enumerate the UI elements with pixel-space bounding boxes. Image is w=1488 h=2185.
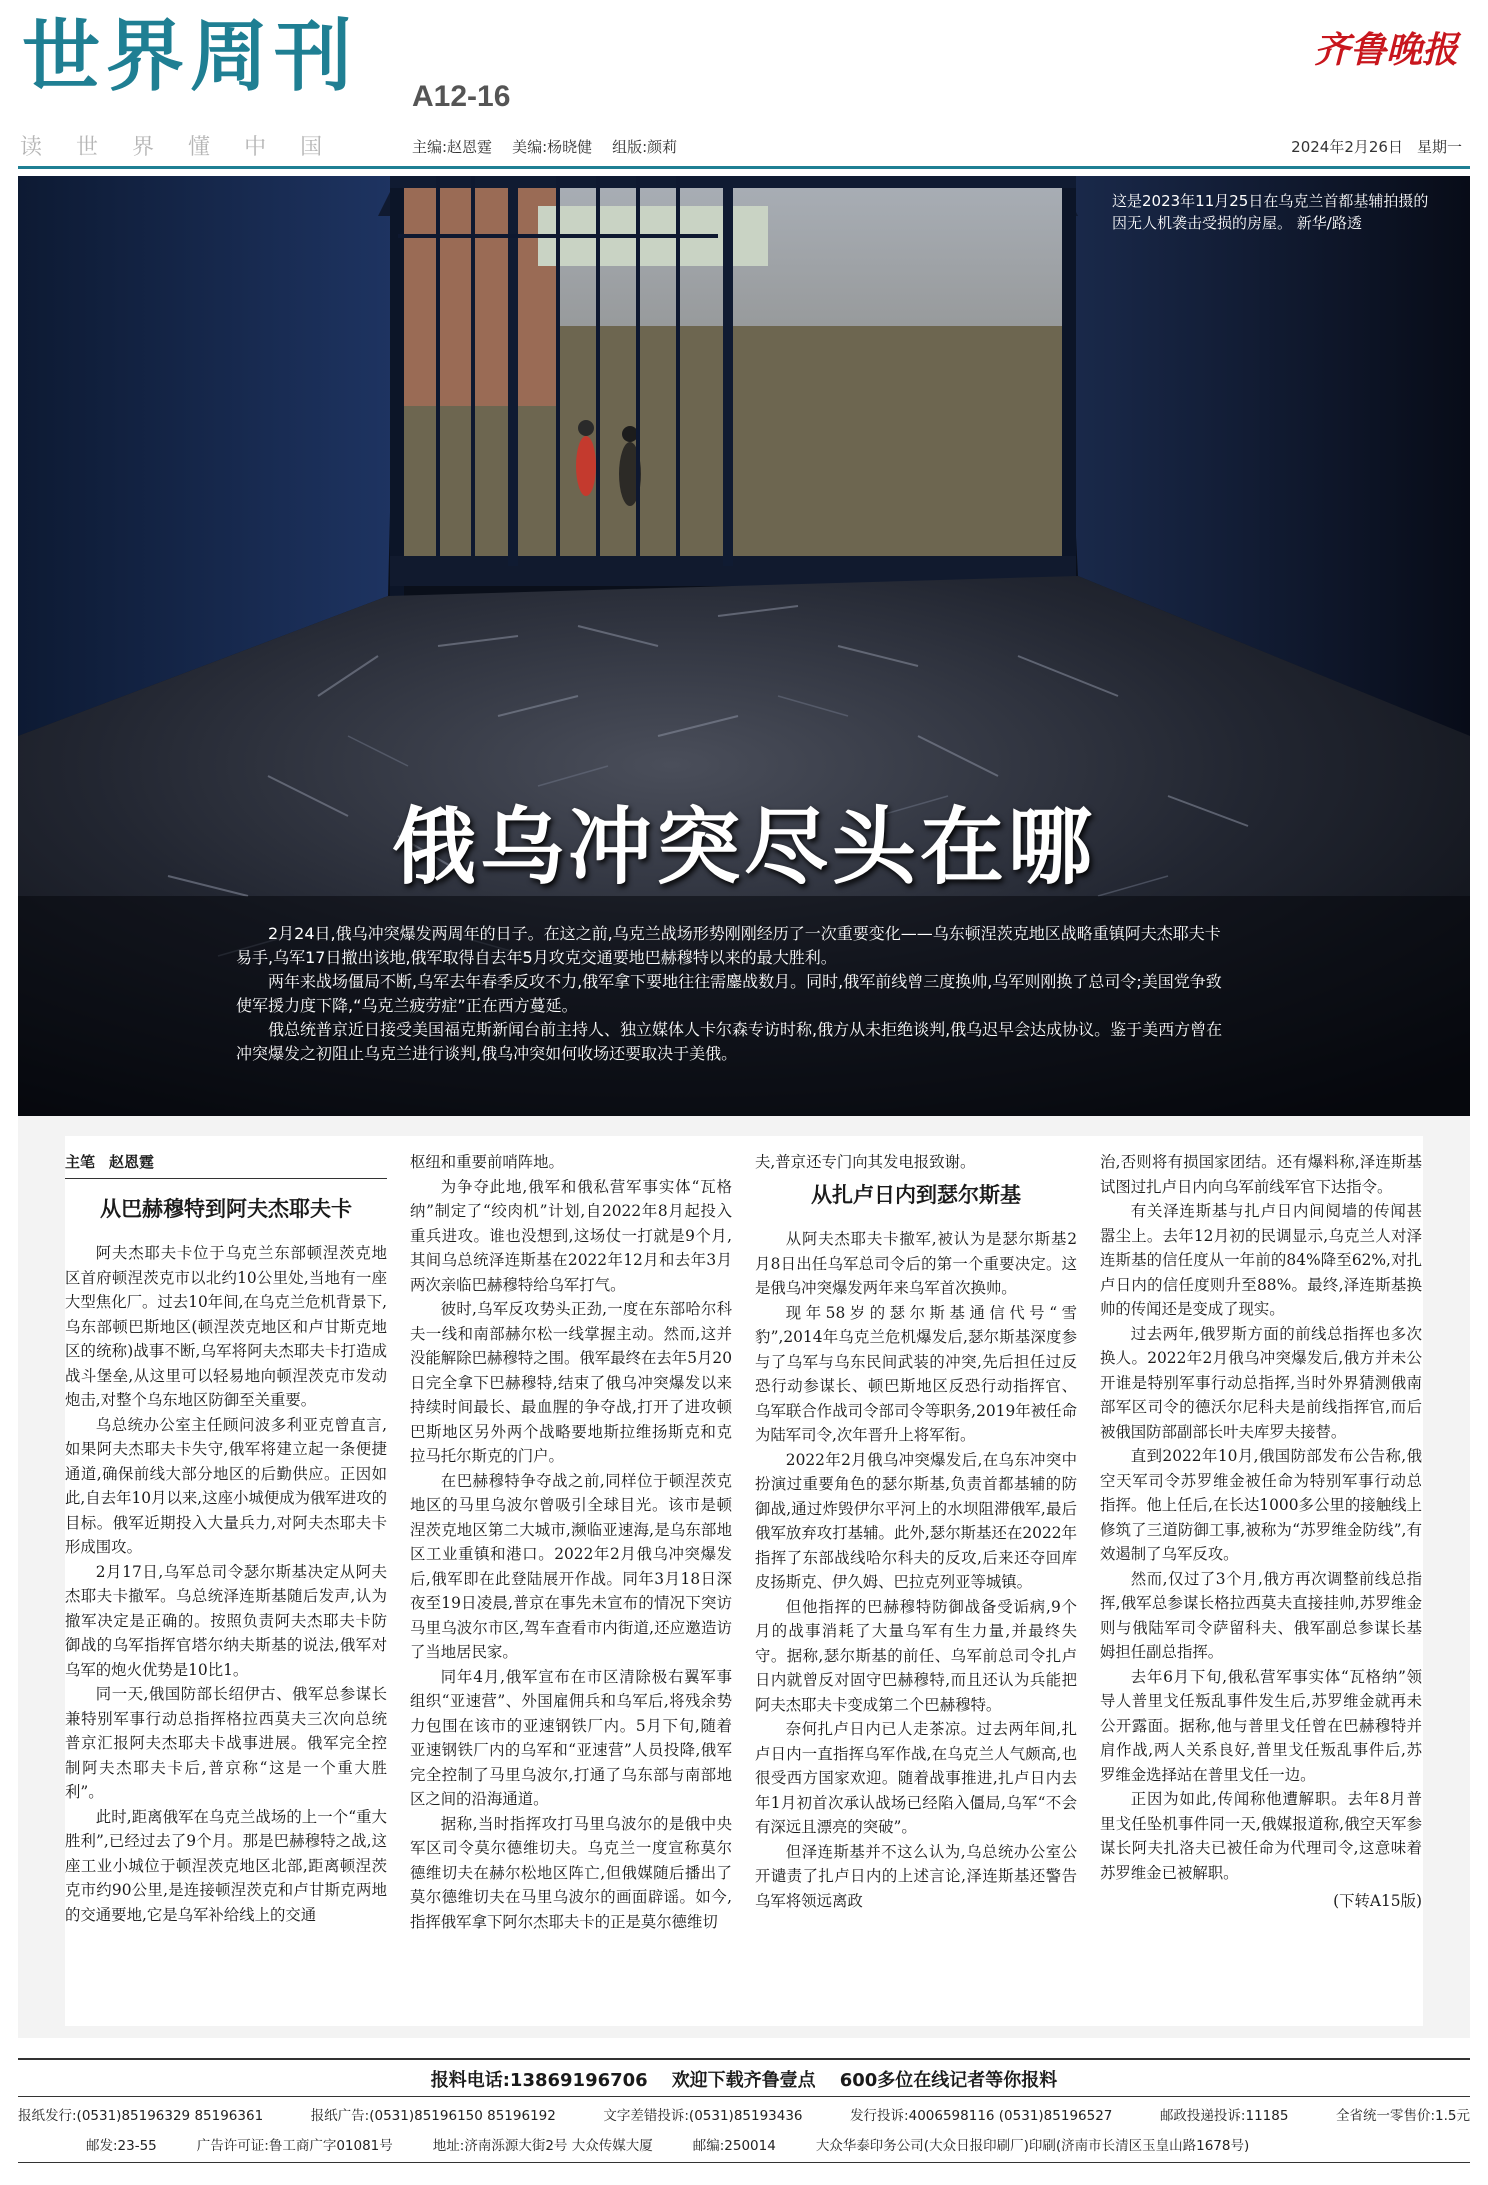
footer-item: 地址:济南泺源大街2号 大众传媒大厦 xyxy=(432,2138,653,2154)
issue-date xyxy=(1291,136,1462,157)
weekday-text: 星期一 xyxy=(1416,138,1462,156)
paragraph: 但泽连斯基并不这么认为,乌总统办公室公开谴责了扎卢日内的上述言论,泽连斯基还警告乌军将领远离政 xyxy=(755,1842,1077,1910)
paragraph: 为争夺此地,俄军和俄私营军事实体“瓦格纳”制定了“绞肉机”计划,自2022年8月起投入重兵进攻。谁也没想到,这场仗一打就是9个月,其间乌总统泽连斯基在2022年12月和去年3月两次亲临巴赫穆特给乌军打气。 xyxy=(410,1177,732,1294)
layout-editor: 组版:颜莉 xyxy=(612,138,678,156)
editor-credits xyxy=(412,136,677,157)
headline: 俄乌冲突尽头在哪 xyxy=(391,797,1096,896)
lead-paragraphs xyxy=(236,922,1236,1066)
footer-item: 文字差错投诉:(0531)85193436 xyxy=(603,2108,803,2124)
footer-item: 大众华泰印务公司(大众日报印刷厂)印刷(济南市长清区玉皇山路1678号) xyxy=(815,2138,1250,2154)
paragraph: 但他指挥的巴赫穆特防御战备受诟病,9个月的战事消耗了大量乌军有生力量,并最终失守。据称,瑟尔斯基的前任、乌军前总司令扎卢日内就曾反对固守巴赫穆特,而且还认为兵能把阿夫杰耶夫卡变成第二个巴赫穆特。 xyxy=(755,1597,1077,1714)
paragraph: 有关泽连斯基与扎卢日内间阋墙的传闻甚嚣尘上。去年12月初的民调显示,乌克兰人对泽连斯基的信任度从一年前的84%降至62%,对扎卢日内的信任度则升至88%。最终,泽连斯基换帅的传闻还是变成了现实。 xyxy=(1100,1202,1422,1318)
slogan-char: 中 xyxy=(244,135,267,160)
photo-caption: 这是2023年11月25日在乌克兰首都基辅拍摄的因无人机袭击受损的房屋。 新华/路透 xyxy=(1112,192,1429,232)
paragraph: 过去两年,俄罗斯方面的前线总指挥也多次换人。2022年2月俄乌冲突爆发后,俄方并未公开谁是特别军事行动总指挥,当时外界猜测俄南部军区司令的德沃尔尼科夫是前线指挥官,而后被俄国防部副部长叶夫库罗夫接替。 xyxy=(1100,1324,1422,1441)
footer-hotline xyxy=(18,2066,1470,2092)
page-footer xyxy=(18,2058,1470,2185)
masthead-divider xyxy=(18,166,1470,169)
footer-divider xyxy=(18,2058,1470,2060)
paragraph: 此时,距离俄军在乌克兰战场的上一个“重大胜利”,已经过去了9个月。那是巴赫穆特之战,这座工业小城位于顿涅茨克地区北部,距离顿涅茨克市约90公里,是连接顿涅茨克和卢甘斯克两地的交通要地,它是乌军补给线上的交通 xyxy=(65,1807,387,1924)
art-editor: 美编:杨晓健 xyxy=(512,138,593,156)
slogan-char: 读 xyxy=(20,135,43,160)
footer-contacts xyxy=(18,2104,1470,2124)
paragraph: 从阿夫杰耶夫卡撤军,被认为是瑟尔斯基2月8日出任乌军总司令后的第一个重要决定。这是俄乌冲突爆发两年来乌军首次换帅。 xyxy=(755,1230,1077,1297)
footer-item: 邮政投递投诉:11185 xyxy=(1159,2108,1289,2124)
paragraph: 正因为如此,传闻称他遭解职。去年8月普里戈任坠机事件同一天,俄媒报道称,俄空天军参谋长阿夫扎洛夫已被任命为代理司令,这意味着苏罗维金已被解职。 xyxy=(1100,1790,1422,1882)
slogan-char: 界 xyxy=(132,135,155,160)
paragraph: 枢纽和重要前哨阵地。 xyxy=(410,1153,564,1171)
paragraph: 阿夫杰耶夫卡位于乌克兰东部顿涅茨克地区首府顿涅茨克市以北约10公里处,当地有一座大型焦化厂。过去10年间,在乌克兰危机背景下,乌东部顿巴斯地区(顿涅茨克地区和卢甘斯克地区的统称)战事不断,乌军将阿夫杰耶夫卡打造成战斗堡垒,从这里可以轻易地向顿涅茨克市发动炮击,对整个乌东地区防御至关重要。 xyxy=(65,1244,387,1409)
chief-editor: 主编:赵恩霆 xyxy=(412,138,493,156)
paragraph: 彼时,乌军反攻势头正劲,一度在东部哈尔科夫一线和南部赫尔松一线掌握主动。然而,这并没能解除巴赫穆特之围。俄军最终在去年5月20日完全拿下巴赫穆特,结束了俄乌冲突爆发以来持续时间最长、最血腥的争夺战,打开了进攻顿巴斯地区另外两个战略要地斯拉维扬斯克和克拉马托尔斯克的门户。 xyxy=(410,1300,732,1465)
masthead xyxy=(0,0,1488,175)
footer-divider xyxy=(18,2162,1470,2163)
footer-item: 邮编:250014 xyxy=(692,2138,776,2154)
lead-paragraph: 2月24日,俄乌冲突爆发两周年的日子。在这之前,乌克兰战场形势刚刚经历了一次重要变化——乌东顿涅茨克地区战略重镇阿夫杰耶夫卡易手,乌军17日撤出该地,俄军取得自去年5月攻克交通要地巴赫穆特以来的最大胜利。 xyxy=(236,924,1221,967)
article-box xyxy=(18,1116,1470,2038)
paragraph: 治,否则将有损国家团结。还有爆料称,泽连斯基试图过扎卢日内向乌军前线军官下达指令。 xyxy=(1100,1153,1422,1196)
paragraph: 现年58岁的瑟尔斯基通信代号“雪豹”,2014年乌克兰危机爆发后,瑟尔斯基深度参与了乌军与乌东民间武装的冲突,先后担任过反恐行动参谋长、顿巴斯地区反恐行动指挥官、乌军联合作战司令部司令等职务,2019年被任命为陆军司令,次年晋升上将军衔。 xyxy=(755,1303,1077,1444)
lead-paragraph: 两年来战场僵局不断,乌军去年春季反攻不力,俄军拿下要地往往需鏖战数月。同时,俄军前线曾三度换帅,乌军则刚换了总司令;美国党争致使军援力度下降,“乌克兰疲劳症”正在西方蔓延。 xyxy=(236,972,1222,1015)
subheading: 从扎卢日内到瑟尔斯基 xyxy=(811,1182,1021,1207)
paragraph: 在巴赫穆特争夺战之前,同样位于顿涅茨克地区的马里乌波尔曾吸引全球目光。该市是顿涅茨克地区第二大城市,濒临亚速海,是乌东部地区工业重镇和港口。2022年2月俄乌冲突爆发后,俄军即在此登陆展开作战。同年3月18日深夜至19日凌晨,普京在事先未宣布的情况下突访马里乌波尔市区,驾车查看市内街道,还应邀造访了当地居民家。 xyxy=(410,1471,732,1661)
section-slogan xyxy=(20,130,322,161)
reporters-text: 600多位在线记者等你报料 xyxy=(839,2070,1058,2091)
footer-item: 全省统一零售价:1.5元 xyxy=(1335,2108,1470,2124)
footer-item: 邮发:23-55 xyxy=(86,2138,157,2154)
paragraph: 同年4月,俄军宣布在市区清除极右翼军事组织“亚速营”、外国雇佣兵和乌军后,将残余势力包围在该市的亚速钢铁厂内。5月下旬,随着亚速钢铁厂内的乌军和“亚速营”人员投降,俄军完全控制了马里乌波尔,打通了乌东部与南部地区之间的沿海通道。 xyxy=(410,1667,732,1808)
slogan-char: 世 xyxy=(76,135,99,160)
paragraph: 2022年2月俄乌冲突爆发后,在乌东冲突中扮演过重要角色的瑟尔斯基,负责首都基辅的防御战,通过炸毁伊尔平河上的水坝阻滞俄军,最后俄军放弃攻打基辅。此外,瑟尔斯基还在2022年指挥了东部战线哈尔科夫的反攻,后来还夺回库皮扬斯克、伊久姆、巴拉克列亚等城镇。 xyxy=(755,1450,1077,1591)
footer-item: 报纸广告:(0531)85196150 85196192 xyxy=(310,2108,556,2124)
byline-name: 赵恩霆 xyxy=(109,1153,155,1171)
paragraph: 然而,仅过了3个月,俄方再次调整前线总指挥,俄军总参谋长格拉西莫夫直接挂帅,苏罗维金则与俄陆军司令萨留科夫、俄军副总参谋长基姆担任副总指挥。 xyxy=(1100,1569,1422,1661)
byline xyxy=(65,1150,387,1179)
paragraph: 直到2022年10月,俄国防部发布公告称,俄空天军司令苏罗维金被任命为特别军事行动总指挥。他上任后,在长达1000多公里的接触线上修筑了三道防御工事,被称为“苏罗维金防线”,有效遏制了乌军反攻。 xyxy=(1100,1447,1422,1563)
paragraph: 乌总统办公室主任顾问波多利亚克曾直言,如果阿夫杰耶夫卡失守,俄军将建立起一条便捷通道,确保前线大部分地区的后勤供应。正因如此,自去年10月以来,这座小城便成为俄军进攻的目标。俄军近期投入大量兵力,对阿夫杰耶夫卡形成围攻。 xyxy=(65,1415,387,1556)
subheading: 从巴赫穆特到阿夫杰耶夫卡 xyxy=(100,1196,352,1221)
section-title: 世界周刊 xyxy=(22,11,359,102)
footer-publisher xyxy=(18,2134,1470,2154)
slogan-char: 国 xyxy=(300,135,323,160)
date-text: 2024年2月26日 xyxy=(1291,138,1403,156)
paragraph: 去年6月下旬,俄私营军事实体“瓦格纳”领导人普里戈任叛乱事件发生后,苏罗维金就再未公开露面。据称,他与普里戈任曾在巴赫穆特并肩作战,两人关系良好,普里戈任叛乱事件后,苏罗维金选择站在普里戈任一边。 xyxy=(1100,1667,1422,1784)
article-column-2 xyxy=(410,1150,732,1934)
download-text: 欢迎下载齐鲁壹点 xyxy=(671,2070,816,2091)
article-body xyxy=(65,1136,1423,2026)
slogan-char: 懂 xyxy=(188,135,211,160)
article-column-3 xyxy=(755,1150,1077,1913)
byline-label: 主笔 xyxy=(65,1153,96,1171)
article-column-4 xyxy=(1100,1150,1422,1914)
paragraph: 2月17日,乌军总司令瑟尔斯基决定从阿夫杰耶夫卡撤军。乌总统泽连斯基随后发声,认为撤军决定是正确的。按照负责阿夫杰耶夫卡防御战的乌军指挥官塔尔纳夫斯基的说法,俄军对乌军的炮火优势是10比1。 xyxy=(65,1562,387,1679)
lead-photo xyxy=(18,176,1470,1116)
paragraph: 奈何扎卢日内已人走茶凉。过去两年间,扎卢日内一直指挥乌军作战,在乌克兰人气颇高,也很受西方国家欢迎。随着战事推进,扎卢日内去年1月初首次承认战场已经陷入僵局,乌军“不会有深远且漂亮的突破”。 xyxy=(755,1720,1077,1836)
paragraph: 夫,普京还专门向其发电报致谢。 xyxy=(755,1153,976,1171)
lead-paragraph: 俄总统普京近日接受美国福克斯新闻台前主持人、独立媒体人卡尔森专访时称,俄方从未拒绝谈判,俄乌迟早会达成协议。鉴于美西方曾在冲突爆发之初阻止乌克兰进行谈判,俄乌冲突如何收场还要取决于美俄。 xyxy=(236,1020,1223,1063)
newspaper-logo: 齐鲁晚报 xyxy=(1313,29,1458,71)
footer-item: 报纸发行:(0531)85196329 85196361 xyxy=(18,2108,264,2124)
hotline-text: 报料电话:13869196706 xyxy=(430,2070,648,2091)
edition-number: A12-16 xyxy=(412,80,511,113)
continued-note: (下转A15版) xyxy=(1333,1892,1422,1910)
paragraph: 同一天,俄国防部长绍伊古、俄军总参谋长兼特别军事行动总指挥格拉西莫夫三次向总统普京汇报阿夫杰耶夫卡战事进展。俄军完全控制阿夫杰耶夫卡后,普京称“这是一个重大胜利”。 xyxy=(65,1685,387,1801)
paragraph: 据称,当时指挥攻打马里乌波尔的是俄中央军区司令莫尔德维切夫。乌克兰一度宣称莫尔德维切夫在赫尔松地区阵亡,但俄媒随后播出了莫尔德维切夫在马里乌波尔的画面辟谣。如今,指挥俄军拿下阿尔杰耶夫卡的正是莫尔德维切 xyxy=(410,1814,732,1931)
footer-item: 广告许可证:鲁工商广字01081号 xyxy=(196,2138,393,2154)
footer-divider xyxy=(18,2096,1470,2097)
article-column-1 xyxy=(65,1150,387,1927)
footer-item: 发行投诉:4006598116 (0531)85196527 xyxy=(850,2108,1113,2124)
